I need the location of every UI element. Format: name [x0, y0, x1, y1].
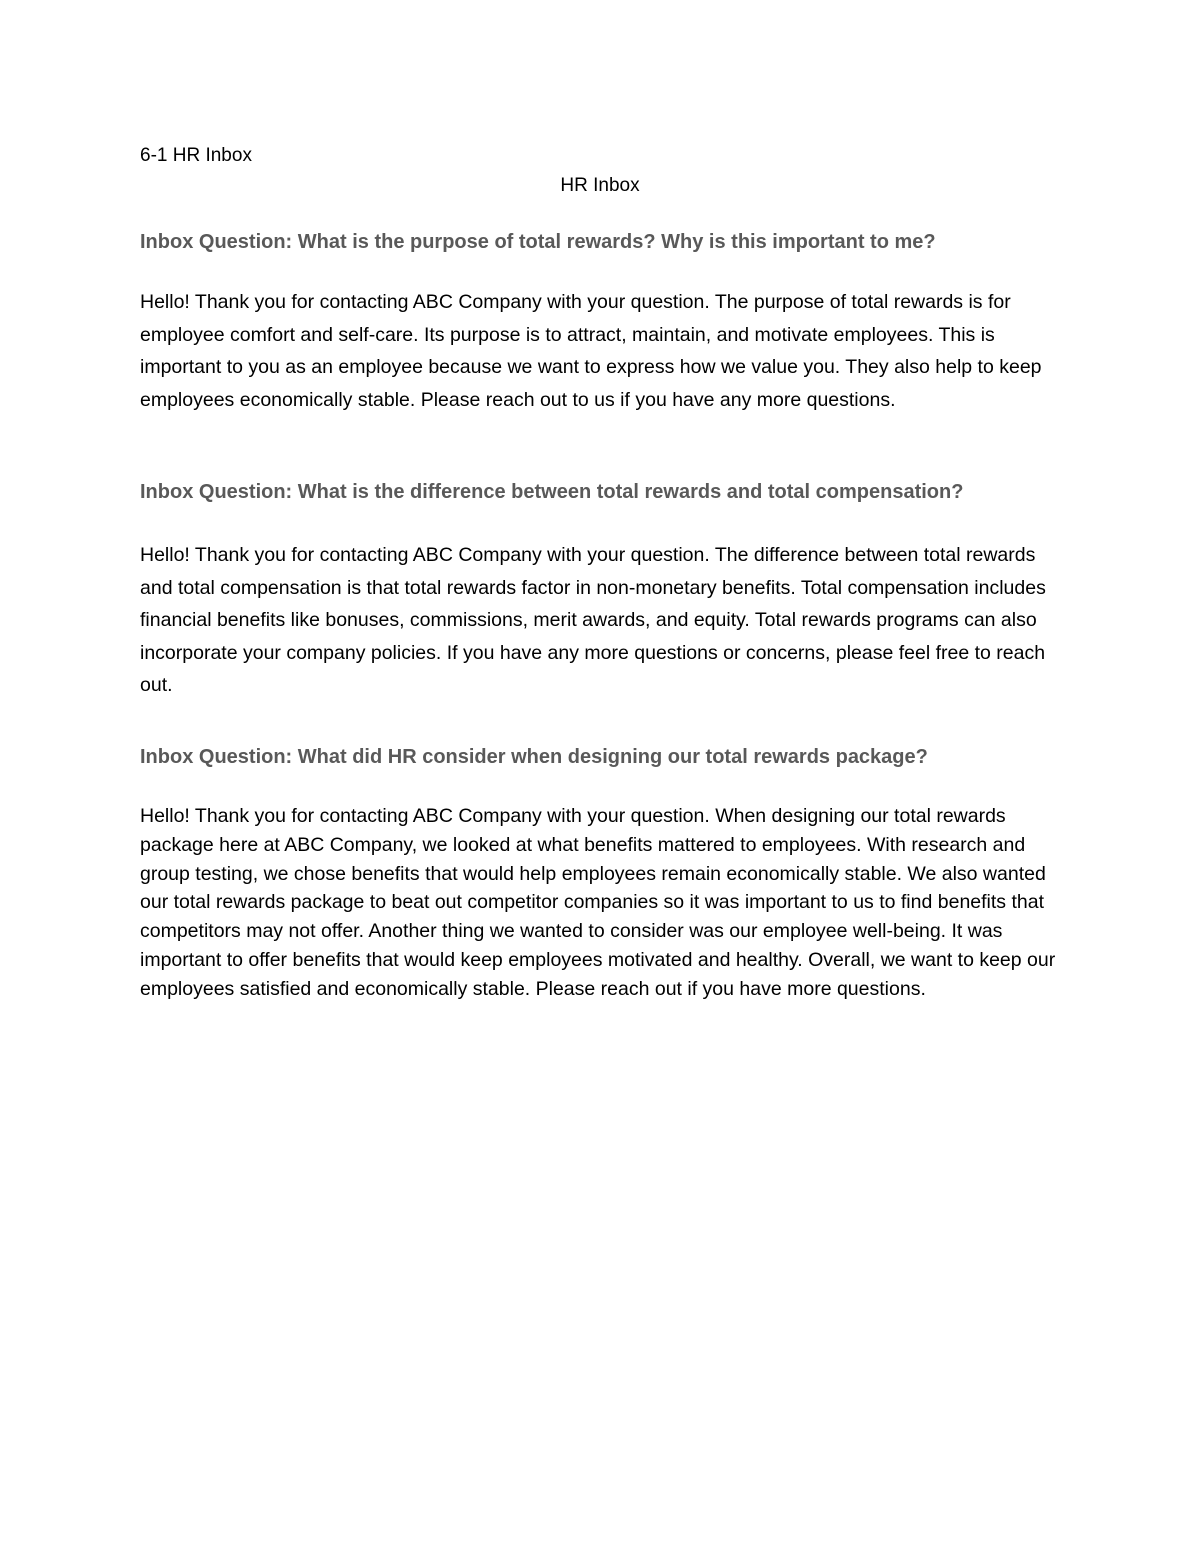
document-header-label: 6-1 HR Inbox	[140, 145, 252, 166]
document-title	[0, 174, 1200, 198]
inbox-question-2: Inbox Question: What is the difference between total rewards and total compensation?	[140, 481, 964, 503]
inbox-answer-1: Hello! Thank you for contacting ABC Company with your question. The purpose of total rewards is for employee comfort and self-care. Its purpose is to attract, maintain, and motivate employees. This is important to you as an employee because we want to express how we value you. They also help to keep employees economically stable. Please reach out to us if you have any more questions.	[140, 291, 1042, 411]
document-title-text: HR Inbox	[560, 175, 640, 196]
inbox-answer-2: Hello! Thank you for contacting ABC Company with your question. The difference between total rewards and total compensation is that total rewards factor in non-monetary benefits. Total compensation includes financial benefits like bonuses, commissions, merit awards, and equity. Total rewards programs can also incorporate your company policies. If you have any more questions or concerns, please feel free to reach out.	[140, 544, 1046, 697]
inbox-question-1: Inbox Question: What is the purpose of total rewards? Why is this important to me?	[140, 231, 936, 253]
inbox-answer-3: Hello! Thank you for contacting ABC Company with your question. When designing our total rewards package here at ABC Company, we looked at what benefits mattered to employees. With research and group testing, we chose benefits that would help employees remain economically stable. We also wanted our total rewards package to beat out competitor companies so it was important to us to find benefits that competitors may not offer. Another thing we wanted to consider was our employee well-being. It was important to offer benefits that would keep employees motivated and healthy. Overall, we want to keep our employees satisfied and economically stable. Please reach out if you have more questions.	[140, 805, 1056, 1000]
inbox-question-3: Inbox Question: What did HR consider when designing our total rewards package?	[140, 746, 928, 768]
